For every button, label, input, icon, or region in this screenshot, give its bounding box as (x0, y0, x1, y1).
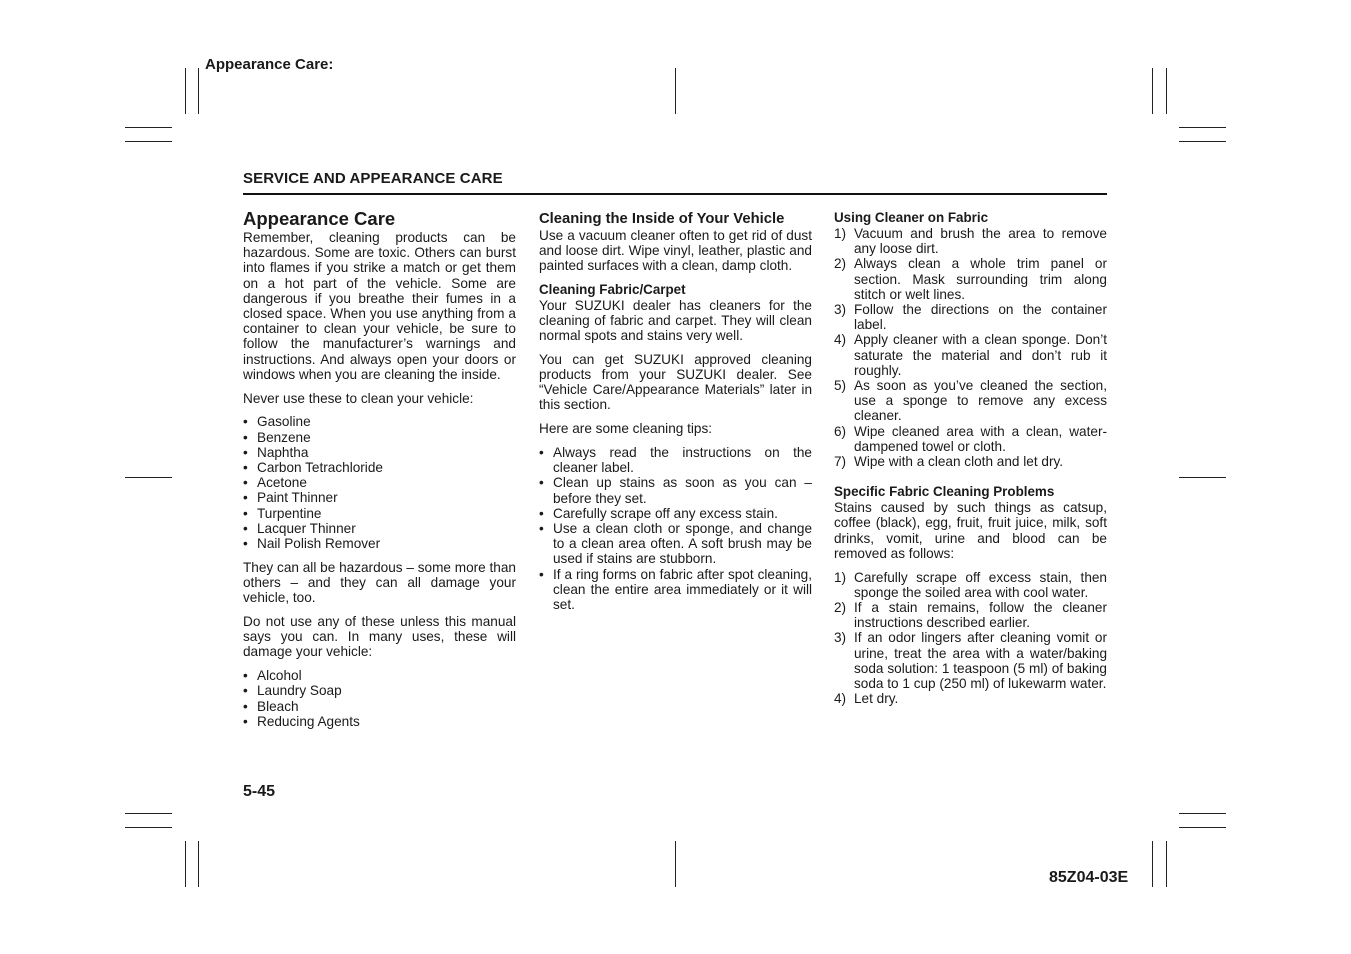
list-item: • Benzene (243, 430, 516, 445)
list-item: • Turpentine (243, 506, 516, 521)
running-header: Appearance Care: (205, 56, 334, 73)
tips-list (539, 445, 812, 612)
list-item: • Alcohol (243, 668, 516, 683)
list-item (834, 424, 1107, 454)
using-cleaner-steps (834, 226, 1107, 469)
crop-mark (1179, 477, 1226, 478)
list-item: • Reducing Agents (243, 714, 516, 729)
step-number: 2) (834, 600, 847, 616)
crop-mark (675, 841, 676, 887)
list-item (834, 454, 1107, 469)
crop-mark (125, 827, 172, 828)
damage-list (243, 668, 516, 729)
step-number: 1) (834, 569, 847, 585)
crop-mark (125, 127, 172, 128)
step-text: If a stain remains, follow the cleaner instructions described earlier. (854, 600, 1107, 631)
list-item: • Nail Polish Remover (243, 536, 516, 551)
fabric-heading: Cleaning Fabric/Carpet (539, 281, 686, 297)
list-item: • Paint Thinner (243, 490, 516, 505)
column-2 (539, 210, 812, 612)
step-text: Wipe cleaned area with a clean, water-dampened towel or cloth. (854, 423, 1107, 454)
step-number: 5) (834, 378, 847, 394)
crop-mark (1179, 127, 1226, 128)
do-not-use-paragraph: Do not use any of these unless this manual says you can. In many uses, these will damage your vehicle: (243, 614, 516, 660)
step-number: 3) (834, 302, 847, 318)
list-item: • Use a clean cloth or sponge, and change to a clean area often. A soft brush may be used if stains are stubborn. (539, 521, 812, 567)
step-text: If an odor lingers after cleaning vomit or urine, treat the area with a water/baking soda solution: 1 teaspoon (5 ml) of baking soda to 1 cup (250 ml) of lukewarm water. (854, 630, 1107, 692)
fabric-paragraph: Your SUZUKI dealer has cleaners for the cleaning of fabric and carpet. They will clean normal spots and stains very well. (539, 297, 812, 344)
crop-mark (185, 841, 186, 887)
step-text: Carefully scrape off excess stain, then sponge the soiled area with cool water. (854, 569, 1107, 600)
step-text: As soon as you’ve cleaned the section, use a sponge to remove any excess cleaner. (854, 378, 1107, 424)
page-title: Appearance Care (243, 208, 396, 229)
list-item: • Gasoline (243, 414, 516, 429)
list-item (834, 332, 1107, 378)
list-item: • Acetone (243, 475, 516, 490)
crop-mark (1152, 841, 1153, 887)
never-use-paragraph: Never use these to clean your vehicle: (243, 390, 474, 406)
step-text: Follow the directions on the container label. (854, 302, 1107, 333)
list-item: • Always read the instructions on the cleaner label. (539, 445, 812, 475)
list-item: • Bleach (243, 699, 516, 714)
list-item: • Naphtha (243, 445, 516, 460)
crop-mark (198, 841, 199, 887)
list-item (834, 302, 1107, 332)
crop-mark (1166, 841, 1167, 887)
using-cleaner-heading: Using Cleaner on Fabric (834, 210, 989, 225)
inside-heading: Cleaning the Inside of Your Vehicle (539, 211, 785, 227)
list-item: • Clean up stains as soon as you can – before they set. (539, 475, 812, 505)
header-rule (243, 193, 1107, 195)
crop-mark (1179, 141, 1226, 142)
crop-mark (185, 68, 186, 114)
list-item (834, 378, 1107, 424)
list-item: • Carbon Tetrachloride (243, 460, 516, 475)
step-number: 2) (834, 256, 847, 272)
step-number: 7) (834, 454, 847, 470)
crop-mark (675, 68, 676, 114)
crop-mark (125, 477, 172, 478)
specific-problems-heading: Specific Fabric Cleaning Problems (834, 484, 1055, 500)
crop-mark (198, 68, 199, 114)
column-3 (834, 210, 1107, 706)
step-number: 3) (834, 630, 847, 646)
section-header: SERVICE AND APPEARANCE CARE (243, 170, 503, 187)
step-text: Vacuum and brush the area to remove any loose dirt. (854, 226, 1107, 257)
step-number: 1) (834, 226, 847, 241)
document-code: 85Z04-03E (1049, 869, 1129, 886)
list-item (834, 600, 1107, 630)
crop-mark (125, 141, 172, 142)
list-item (834, 570, 1107, 600)
list-item (834, 691, 1107, 706)
tips-intro: Here are some cleaning tips: (539, 421, 713, 437)
page-number: 5-45 (243, 783, 276, 800)
inside-paragraph: Use a vacuum cleaner often to get rid of dust and loose dirt. Wipe vinyl, leather, plastic and painted surfaces with a clean, damp cloth. (539, 228, 812, 274)
step-number: 4) (834, 332, 847, 348)
step-number: 4) (834, 691, 847, 707)
crop-mark (125, 813, 172, 814)
list-item: • Laundry Soap (243, 683, 516, 698)
step-text: Wipe with a clean cloth and let dry. (854, 454, 1064, 470)
step-text: Apply cleaner with a clean sponge. Don’t saturate the material and don’t rub it roughly. (854, 332, 1107, 378)
specific-steps (834, 570, 1107, 707)
hazardous-paragraph: They can all be hazardous – some more than others – and they can all damage your vehicle, too. (243, 559, 516, 606)
step-number: 6) (834, 423, 847, 439)
list-item: • Carefully scrape off any excess stain. (539, 506, 812, 521)
list-item (834, 256, 1107, 302)
crop-mark (1179, 827, 1226, 828)
list-item: • If a ring forms on fabric after spot cleaning, clean the entire area immediately or it will set. (539, 567, 812, 613)
intro-paragraph: Remember, cleaning products can be hazardous. Some are toxic. Others can burst into flames if you strike a match or get them on a hot part of the vehicle. Some are dangerous if you breathe their fumes in a closed space. When you use anything from a container to clean your vehicle, be sure to follow the manufacturer’s warnings and instructions. And always open your doors or windows when you are cleaning the inside. (243, 230, 516, 382)
list-item (834, 630, 1107, 691)
crop-mark (1166, 68, 1167, 114)
step-text: Always clean a whole trim panel or section. Mask surrounding trim along stitch or welt lines. (854, 256, 1107, 302)
column-1 (243, 208, 516, 729)
crop-mark (1152, 68, 1153, 114)
list-item (834, 226, 1107, 256)
approved-paragraph: You can get SUZUKI approved cleaning products from your SUZUKI dealer. See “Vehicle Care/Appearance Materials” later in this section. (539, 351, 812, 413)
never-use-list (243, 414, 516, 551)
crop-mark (1179, 813, 1226, 814)
step-text: Let dry. (854, 691, 899, 707)
specific-paragraph: Stains caused by such things as catsup, coffee (black), egg, fruit, fruit juice, milk, soft drinks, vomit, urine and blood can be removed as follows: (834, 500, 1107, 561)
list-item: • Lacquer Thinner (243, 521, 516, 536)
